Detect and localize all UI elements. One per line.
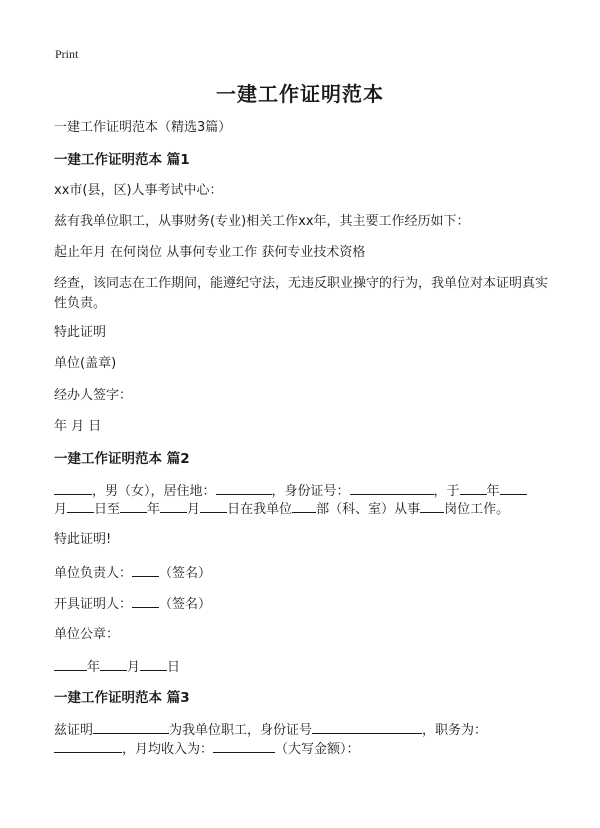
section2-head-line [54,562,211,584]
date-month-label: 月 [127,660,141,675]
department-blank[interactable] [292,498,316,513]
section3-line2 [54,738,360,760]
date-day-blank[interactable] [140,656,167,671]
section2-date-line [54,656,180,678]
section2-line2 [54,498,509,520]
section1-addressee: xx市(县，区)人事考试中心： [54,183,223,198]
head-label: 单位负责人： [54,566,133,581]
caps-label: （大写金额）： [275,742,360,757]
date-day-label: 日 [167,660,181,675]
id-blank[interactable] [350,480,434,495]
date-year-label: 年 [87,660,101,675]
certify-label: 兹证明 [54,723,94,738]
document-title: 一建工作证明范本 [216,82,384,106]
job-label: ，职务为： [422,723,488,738]
section1-cert: 特此证明 [54,325,107,340]
worker-id-blank[interactable] [312,719,422,734]
issuer-sign-label: （签名） [159,597,212,612]
start-day-blank[interactable] [67,498,94,513]
job-title-blank[interactable] [54,738,122,753]
section2-seal: 单位公章： [54,627,120,642]
at-label: ，于 [433,484,460,499]
section1-columns: 起止年月 在何岗位 从事何专业工作 获何专业技术资格 [54,245,366,260]
section2-issuer-line [54,593,211,615]
date-month-blank[interactable] [100,656,127,671]
section1-para1: 兹有我单位职工，从事财务(专业)相关工作xx年，其主要工作经历如下： [54,214,470,229]
section2-cert: 特此证明! [54,532,112,547]
section2-heading: 一建工作证明范本 篇2 [54,451,190,467]
section1-unit: 单位(盖章) [54,356,117,371]
issuer-sign-blank[interactable] [132,593,159,608]
month2-label: 月 [187,502,201,517]
residence-blank[interactable] [216,480,272,495]
intro-text: 一建工作证明范本（精选3篇） [54,120,232,135]
gender-residence-label: ，男（女），居住地： [92,484,216,499]
month-label: 月 [54,502,68,517]
end-year-blank[interactable] [120,498,147,513]
end-day-blank[interactable] [200,498,227,513]
dept-label: 部（科、室）从事 [316,502,421,517]
section1-para2: 经查，该同志在工作期间，能遵纪守法，无违反职业操守的行为，我单位对本证明真实性负责。 [54,276,549,311]
year2-label: 年 [147,502,161,517]
day-to-label: 日至 [94,502,121,517]
name-blank[interactable] [54,480,92,495]
date-year-blank[interactable] [54,656,87,671]
end-month-blank[interactable] [160,498,187,513]
issuer-label: 开具证明人： [54,597,133,612]
start-year-blank[interactable] [460,480,487,495]
worker-name-blank[interactable] [93,719,169,734]
section1-signer: 经办人签字： [54,388,133,403]
print-link[interactable]: Print [55,47,79,61]
head-sign-label: （签名） [159,566,212,581]
income-blank[interactable] [213,738,275,753]
year-label: 年 [486,484,500,499]
head-sign-blank[interactable] [132,562,159,577]
section1-heading: 一建工作证明范本 篇1 [54,152,190,168]
post-blank[interactable] [420,498,444,513]
income-label: ，月均收入为： [122,742,214,757]
section3-heading: 一建工作证明范本 篇3 [54,690,190,706]
section1-date: 年 月 日 [54,419,102,434]
in-unit-label: 日在我单位 [227,502,293,517]
id-label: ，身份证号： [271,484,350,499]
worker-label: 为我单位职工，身份证号 [169,723,313,738]
start-month-blank[interactable] [500,480,527,495]
post-label: 岗位工作。 [444,502,510,517]
